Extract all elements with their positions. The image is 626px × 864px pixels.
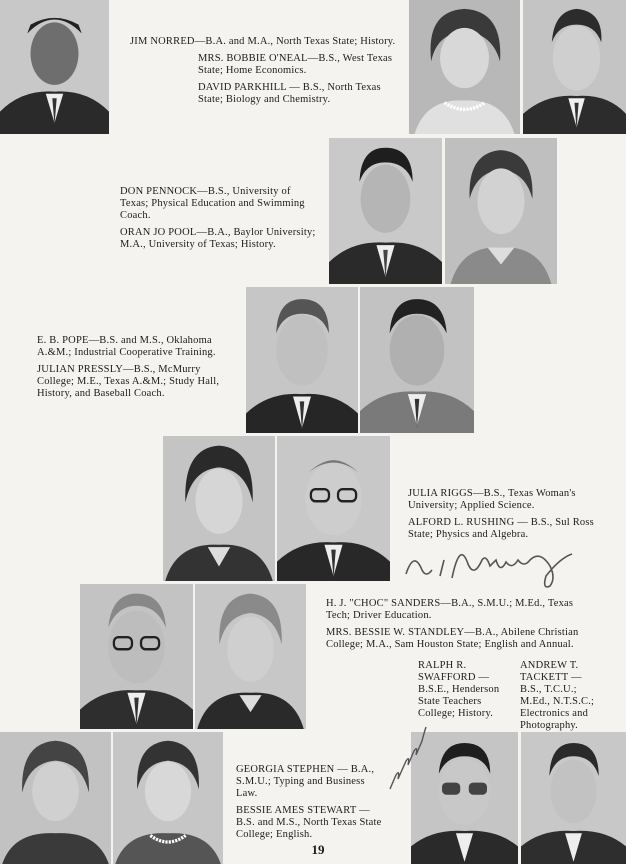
caption-bessie-ames-stewart: BESSIE AMES STEWART — B.S. and M.S., North Texas State College; English.: [236, 805, 382, 840]
caption-jim-norred: JIM NORRED—B.A. and M.A., North Texas State; History.: [130, 36, 396, 47]
caption-block-sanders-standley: [326, 598, 596, 656]
photo-alford-rushing: [277, 436, 390, 581]
photo-jim-norred: [0, 0, 109, 134]
photo-david-parkhill: [523, 0, 626, 134]
photo-julian-pressly: [360, 287, 474, 433]
caption-alford-rushing: ALFORD L. RUSHING — B.S., Sul Ross State; Physics and Algebra.: [408, 517, 594, 540]
caption-e-b-pope: E. B. POPE—B.S. and M.S., Oklahoma A.&M.; Industrial Cooperative Training.: [37, 335, 216, 358]
photo-julia-riggs: [163, 436, 275, 581]
caption-don-pennock: DON PENNOCK—B.S., University of Texas; Physical Education and Swimming Coach.: [120, 186, 305, 221]
page-number: 19: [311, 842, 325, 857]
caption-block-pennock-pool: [120, 186, 320, 256]
caption-georgia-stephen: GEORGIA STEPHEN — B.A., S.M.U.; Typing and Business Law.: [236, 764, 375, 799]
photo-bessie-standley: [195, 584, 306, 729]
caption-block-norred-oneal-parkhill: [130, 36, 398, 111]
caption-julian-pressly: JULIAN PRESSLY—B.S., McMurry College; M.E., Texas A.&M.; Study Hall, History, and Baseball Coach.: [37, 364, 220, 399]
handwritten-diagonal-signature: [384, 715, 429, 795]
handwritten-signature: [400, 530, 600, 590]
caption-choc-sanders: H. J. "CHOC" SANDERS—B.A., S.M.U.; M.Ed., Texas Tech; Driver Education.: [326, 598, 574, 621]
caption-bessie-standley: MRS. BESSIE W. STANDLEY—B.A., Abilene Christian College; M.A., Sam Houston State; English and Annual.: [326, 627, 579, 650]
photo-bobbie-oneal: [409, 0, 520, 134]
caption-david-parkhill: DAVID PARKHILL — B.S., North Texas State; Biology and Chemistry.: [198, 82, 381, 105]
photo-oran-jo-pool: [445, 138, 557, 284]
caption-block-pope-pressly: [37, 335, 237, 405]
photo-e-b-pope: [246, 287, 358, 433]
photo-georgia-stephen: [0, 732, 111, 864]
caption-andrew-tackett: ANDREW T. TACKETT — B.S., T.C.U.; M.Ed., N.T.S.C.; Electronics and Photography.: [520, 660, 595, 731]
photo-don-pennock: [329, 138, 442, 284]
caption-block-stephen-stewart: [236, 764, 386, 846]
caption-ralph-swafford: RALPH R. SWAFFORD — B.S.E., Henderson State Teachers College; History.: [418, 660, 500, 719]
photo-choc-sanders: [80, 584, 193, 729]
caption-bobbie-oneal: MRS. BOBBIE O'NEAL—B.S., West Texas State; Home Economics.: [198, 53, 393, 76]
photo-bessie-ames-stewart: [113, 732, 223, 864]
caption-julia-riggs: JULIA RIGGS—B.S., Texas Woman's University; Applied Science.: [408, 488, 576, 511]
photo-andrew-tackett: [521, 732, 626, 864]
caption-oran-jo-pool: ORAN JO POOL—B.A., Baylor University; M.A., University of Texas; History.: [120, 227, 316, 250]
